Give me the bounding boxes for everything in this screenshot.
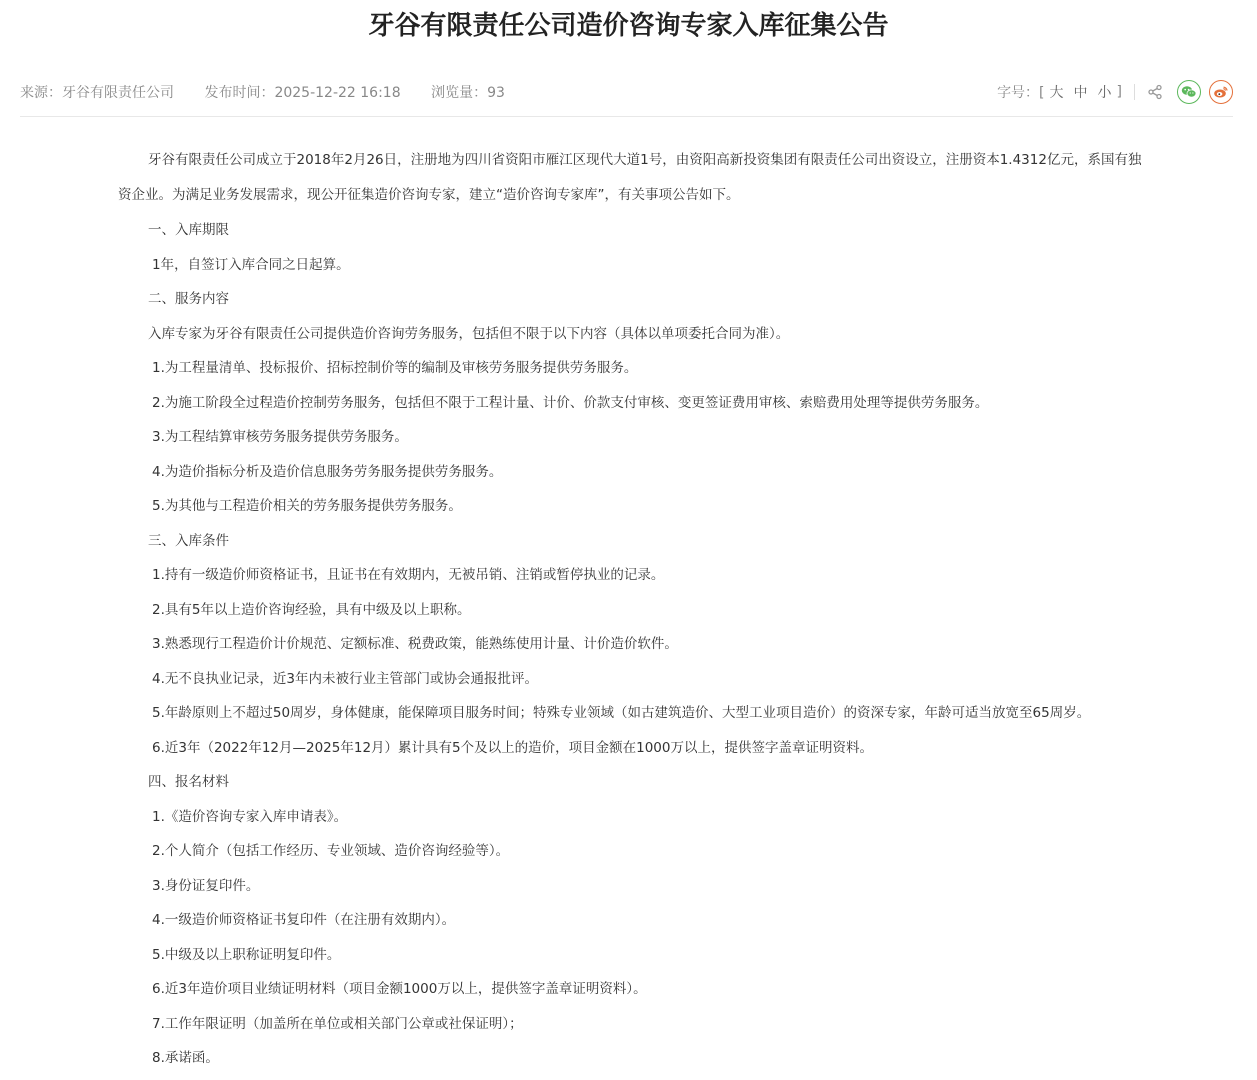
meta-published: 发布时间：2025-12-22 16:18 (204, 85, 401, 101)
list-item: 3.熟悉现行工程造价计价规范、定额标准、税费政策，能熟练使用计量、计价造价软件。 (152, 636, 678, 652)
list-item: 4.无不良执业记录，近3年内未被行业主管部门或协会通报批评。 (152, 670, 538, 687)
list-item: 3.身份证复印件。 (152, 877, 260, 894)
meta-info (20, 82, 531, 102)
list-item: 4.为造价指标分析及造价信息服务劳务服务提供劳务服务。 (152, 463, 503, 480)
list-item: 1年，自签订入库合同之日起算。 (152, 256, 350, 273)
font-size-small-button[interactable]: 小 (1097, 85, 1112, 101)
list-item: 5.为其他与工程造价相关的劳务服务提供劳务服务。 (152, 498, 462, 514)
share-icon[interactable] (1147, 84, 1163, 100)
list-item: 1.持有一级造价师资格证书，且证书在有效期内，无被吊销、注销或暂停执业的记录。 (152, 567, 665, 583)
meta-tools (997, 78, 1233, 106)
font-size-control (997, 82, 1122, 102)
list-item: 1.为工程量清单、投标报价、招标控制价等的编制及审核劳务服务提供劳务服务。 (152, 360, 638, 376)
list-item: 3.为工程结算审核劳务服务提供劳务服务。 (152, 429, 408, 445)
meta-views: 浏览量：93 (431, 85, 505, 101)
font-size-close-bracket: ] (1116, 84, 1122, 100)
list-item: 8.承诺函。 (152, 1050, 219, 1066)
weibo-share-button[interactable] (1209, 80, 1233, 104)
list-item: 1.《造价咨询专家入库申请表》。 (152, 808, 348, 825)
list-item: 6.近3年（2022年12月—2025年12月）累计具有5个及以上的造价，项目金额在1000万以上，提供签字盖章证明资料。 (152, 739, 873, 756)
section-lead: 入库专家为牙谷有限责任公司提供造价咨询劳务服务，包括但不限于以下内容（具体以单项委托合同为准）。 (148, 325, 790, 342)
list-item: 2.具有5年以上造价咨询经验，具有中级及以上职称。 (152, 601, 471, 618)
article-body (118, 143, 1148, 1076)
list-item: 2.个人简介（包括工作经历、专业领域、造价咨询经验等）。 (152, 843, 510, 859)
weibo-icon (1213, 85, 1229, 99)
wechat-share-button[interactable] (1177, 80, 1201, 104)
section-heading: 二、服务内容 (148, 291, 229, 307)
wechat-icon (1181, 85, 1197, 99)
meta-source: 来源：牙谷有限责任公司 (20, 85, 174, 101)
list-item: 5.年龄原则上不超过50周岁，身体健康，能保障项目服务时间；特殊专业领域（如古建筑造价、大型工业项目造价）的资深专家，年龄可适当放宽至65周岁。 (152, 705, 1091, 721)
article-meta (20, 78, 1233, 106)
intro-paragraph: 牙谷有限责任公司成立于2018年2月26日，注册地为四川省资阳市雁江区现代大道1号，由资阳高新投资集团有限责任公司出资设立，注册资本1.4312亿元，系国有独资企业。为满足业务发展需求，现公开征集造价咨询专家，建立“造价咨询专家库”，有关事项公告如下。 (118, 152, 1142, 203)
list-item: 4.一级造价师资格证书复印件（在注册有效期内）。 (152, 912, 456, 928)
section-heading: 四、报名材料 (148, 774, 229, 790)
section-heading: 三、入库条件 (148, 532, 229, 549)
font-size-label: 字号：[ (997, 85, 1045, 101)
font-size-medium-button[interactable]: 中 (1073, 85, 1088, 101)
list-item: 2.为施工阶段全过程造价控制劳务服务，包括但不限于工程计量、计价、价款支付审核、变更签证费用审核、索赔费用处理等提供劳务服务。 (152, 394, 989, 411)
font-size-large-button[interactable]: 大 (1049, 85, 1064, 101)
page-title: 牙谷有限责任公司造价咨询专家入库征集公告 (368, 11, 889, 41)
list-item: 7.工作年限证明（加盖所在单位或相关部门公章或社保证明）； (152, 1015, 523, 1032)
toolbar-divider (1134, 84, 1135, 100)
list-item: 6.近3年造价项目业绩证明材料（项目金额1000万以上，提供签字盖章证明资料）。 (152, 981, 647, 997)
list-item: 5.中级及以上职称证明复印件。 (152, 946, 341, 963)
header-divider (20, 116, 1233, 117)
section-heading: 一、入库期限 (148, 222, 229, 238)
